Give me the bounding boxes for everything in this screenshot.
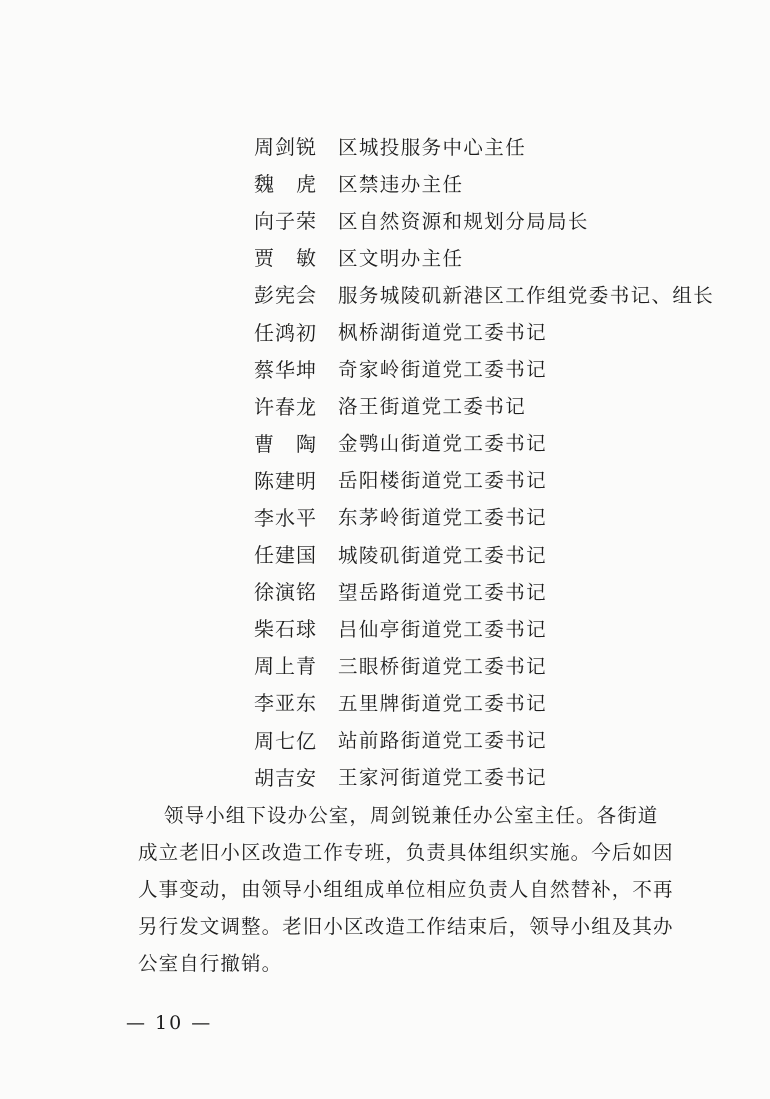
member-row <box>254 275 734 312</box>
member-row <box>254 387 734 424</box>
member-name: 贾 敏 <box>254 246 317 271</box>
member-role: 区自然资源和规划分局局长 <box>338 209 589 233</box>
member-name: 向子荣 <box>254 209 317 234</box>
member-role: 洛王街道党工委书记 <box>338 395 527 419</box>
member-list <box>254 127 734 795</box>
member-name: 陈建明 <box>254 468 317 493</box>
member-role: 区禁违办主任 <box>338 172 464 196</box>
member-row <box>254 350 734 387</box>
member-role: 岳阳楼街道党工委书记 <box>338 469 548 493</box>
member-name: 徐演铭 <box>254 580 317 605</box>
member-row <box>254 758 734 795</box>
member-role: 服务城陵矶新港区工作组党委书记、组长 <box>338 283 715 307</box>
member-name: 柴石球 <box>254 617 317 642</box>
member-name: 任鸿初 <box>254 320 317 345</box>
member-row <box>254 683 734 720</box>
member-role: 东茅岭街道党工委书记 <box>338 506 548 530</box>
member-row <box>254 498 734 535</box>
member-role: 奇家岭街道党工委书记 <box>338 358 548 382</box>
paragraph-line: 人事变动，由领导小组组成单位相应负责人自然替补，不再 <box>138 878 674 902</box>
member-role: 城陵矶街道党工委书记 <box>338 543 548 567</box>
paragraph-line: 另行发文调整。老旧小区改造工作结束后，领导小组及其办 <box>138 915 674 939</box>
member-name: 李水平 <box>254 505 317 530</box>
member-row <box>254 201 734 238</box>
member-role: 望岳路街道党工委书记 <box>338 580 548 604</box>
member-name: 周剑锐 <box>254 135 317 160</box>
member-role: 站前路街道党工委书记 <box>338 729 548 753</box>
member-role: 枫桥湖街道党工委书记 <box>338 321 548 345</box>
member-row <box>254 164 734 201</box>
member-role: 区文明办主任 <box>338 246 464 270</box>
member-role: 吕仙亭街道党工委书记 <box>338 617 548 641</box>
member-role: 金鹗山街道党工委书记 <box>338 432 548 456</box>
member-row <box>254 127 734 164</box>
member-row <box>254 646 734 683</box>
member-name: 李亚东 <box>254 691 317 716</box>
member-row <box>254 609 734 646</box>
member-name: 彭宪会 <box>254 283 317 308</box>
member-row <box>254 721 734 758</box>
member-row <box>254 238 734 275</box>
paragraph-line: 领导小组下设办公室，周剑锐兼任办公室主任。各街道 <box>164 804 659 827</box>
member-row <box>254 572 734 609</box>
member-name: 魏 虎 <box>254 172 317 197</box>
member-name: 蔡华坤 <box>254 357 317 382</box>
member-name: 许春龙 <box>254 394 317 419</box>
member-role: 五里牌街道党工委书记 <box>338 691 548 715</box>
member-name: 周上青 <box>254 654 317 679</box>
member-role: 王家河街道党工委书记 <box>338 766 548 790</box>
member-row <box>254 424 734 461</box>
member-row <box>254 461 734 498</box>
member-name: 任建国 <box>254 543 317 568</box>
member-name: 周七亿 <box>254 728 317 753</box>
body-paragraph <box>138 797 686 982</box>
member-role: 区城投服务中心主任 <box>338 135 527 159</box>
member-row <box>254 535 734 572</box>
member-name: 曹 陶 <box>254 431 317 456</box>
paragraph-line: 公室自行撤销。 <box>138 952 283 976</box>
member-row <box>254 312 734 349</box>
page-number: — 10 — <box>126 1012 213 1034</box>
paragraph-line: 成立老旧小区改造工作专班，负责具体组织实施。今后如因 <box>138 841 674 865</box>
member-name: 胡吉安 <box>254 765 317 790</box>
member-role: 三眼桥街道党工委书记 <box>338 654 548 678</box>
